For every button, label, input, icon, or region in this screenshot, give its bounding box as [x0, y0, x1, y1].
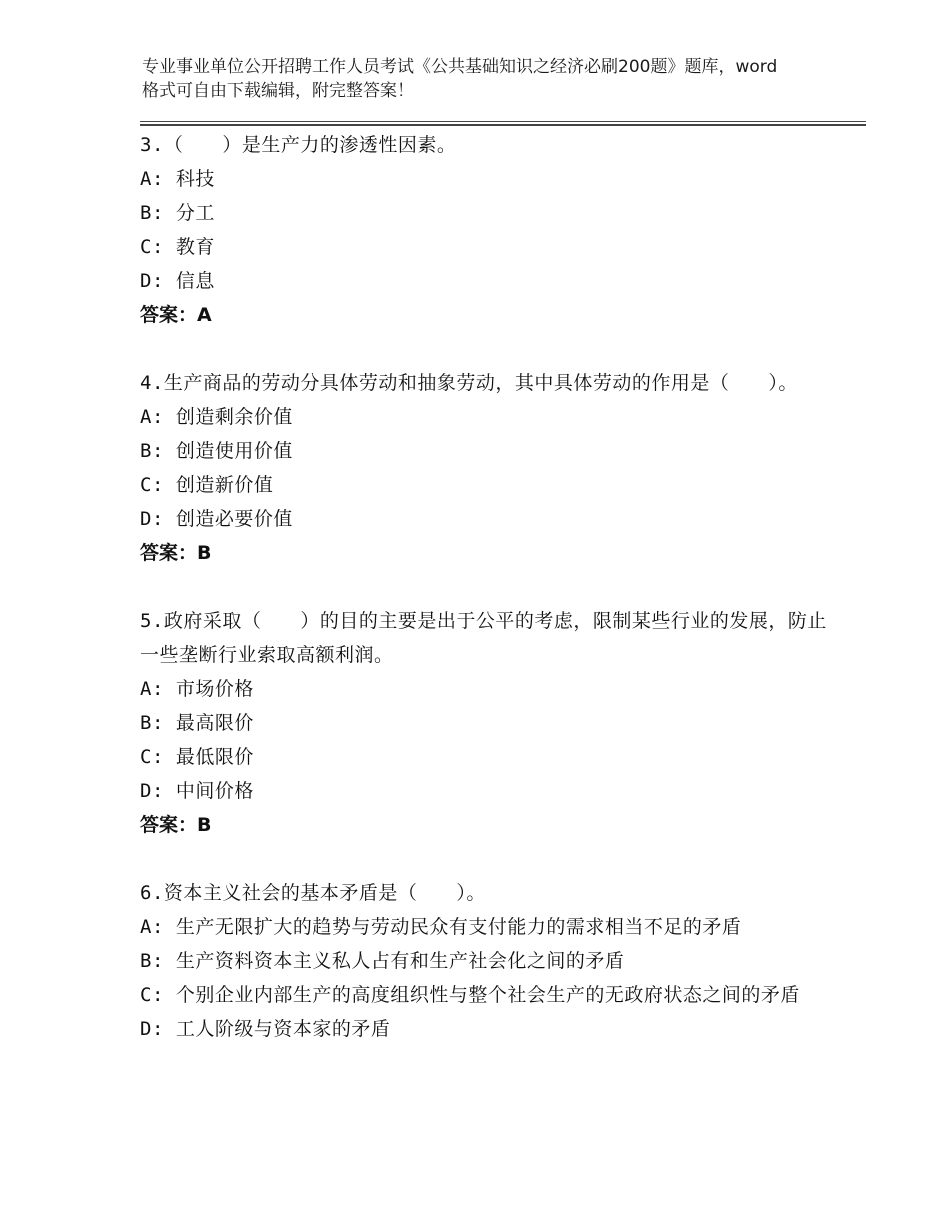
page-header: 专业事业单位公开招聘工作人员考试《公共基础知识之经济必刷200题》题库，word格式可自由下载编辑，附完整答案！ [142, 57, 778, 101]
question-3 [140, 128, 830, 332]
spacer [140, 842, 830, 876]
option-a: A: 市场价格 [140, 678, 254, 700]
option-b: B: 创造使用价值 [140, 440, 293, 462]
option-a: A: 科技 [140, 168, 215, 190]
option-d: D: 中间价格 [140, 780, 254, 802]
question-stem: 5.政府采取（ ）的目的主要是出于公平的考虑，限制某些行业的发展，防止一些垄断行业索取高额利润。 [140, 610, 827, 666]
option-c: C: 最低限价 [140, 746, 254, 768]
option-b: B: 分工 [140, 202, 215, 224]
question-4 [140, 366, 830, 570]
answer-label: 答案：B [140, 542, 212, 564]
option-a: A: 生产无限扩大的趋势与劳动民众有支付能力的需求相当不足的矛盾 [140, 916, 742, 938]
option-a: A: 创造剩余价值 [140, 406, 293, 428]
option-d: D: 信息 [140, 270, 215, 292]
question-stem: 6.资本主义社会的基本矛盾是（ ）。 [140, 882, 486, 904]
question-5 [140, 604, 830, 842]
spacer [140, 332, 830, 366]
question-6 [140, 876, 830, 1046]
option-c: C: 个别企业内部生产的高度组织性与整个社会生产的无政府状态之间的矛盾 [140, 984, 800, 1006]
answer-label: 答案：B [140, 814, 212, 836]
spacer [140, 570, 830, 604]
header-divider [140, 121, 866, 126]
answer-label: 答案：A [140, 304, 212, 326]
question-stem: 3.（ ）是生产力的渗透性因素。 [140, 134, 457, 156]
option-c: C: 创造新价值 [140, 474, 274, 496]
option-c: C: 教育 [140, 236, 215, 258]
question-stem: 4.生产商品的劳动分具体劳动和抽象劳动，其中具体劳动的作用是（ ）。 [140, 372, 798, 394]
option-b: B: 生产资料资本主义私人占有和生产社会化之间的矛盾 [140, 950, 625, 972]
option-b: B: 最高限价 [140, 712, 254, 734]
option-d: D: 创造必要价值 [140, 508, 293, 530]
option-d: D: 工人阶级与资本家的矛盾 [140, 1018, 391, 1040]
question-list [140, 128, 830, 1046]
